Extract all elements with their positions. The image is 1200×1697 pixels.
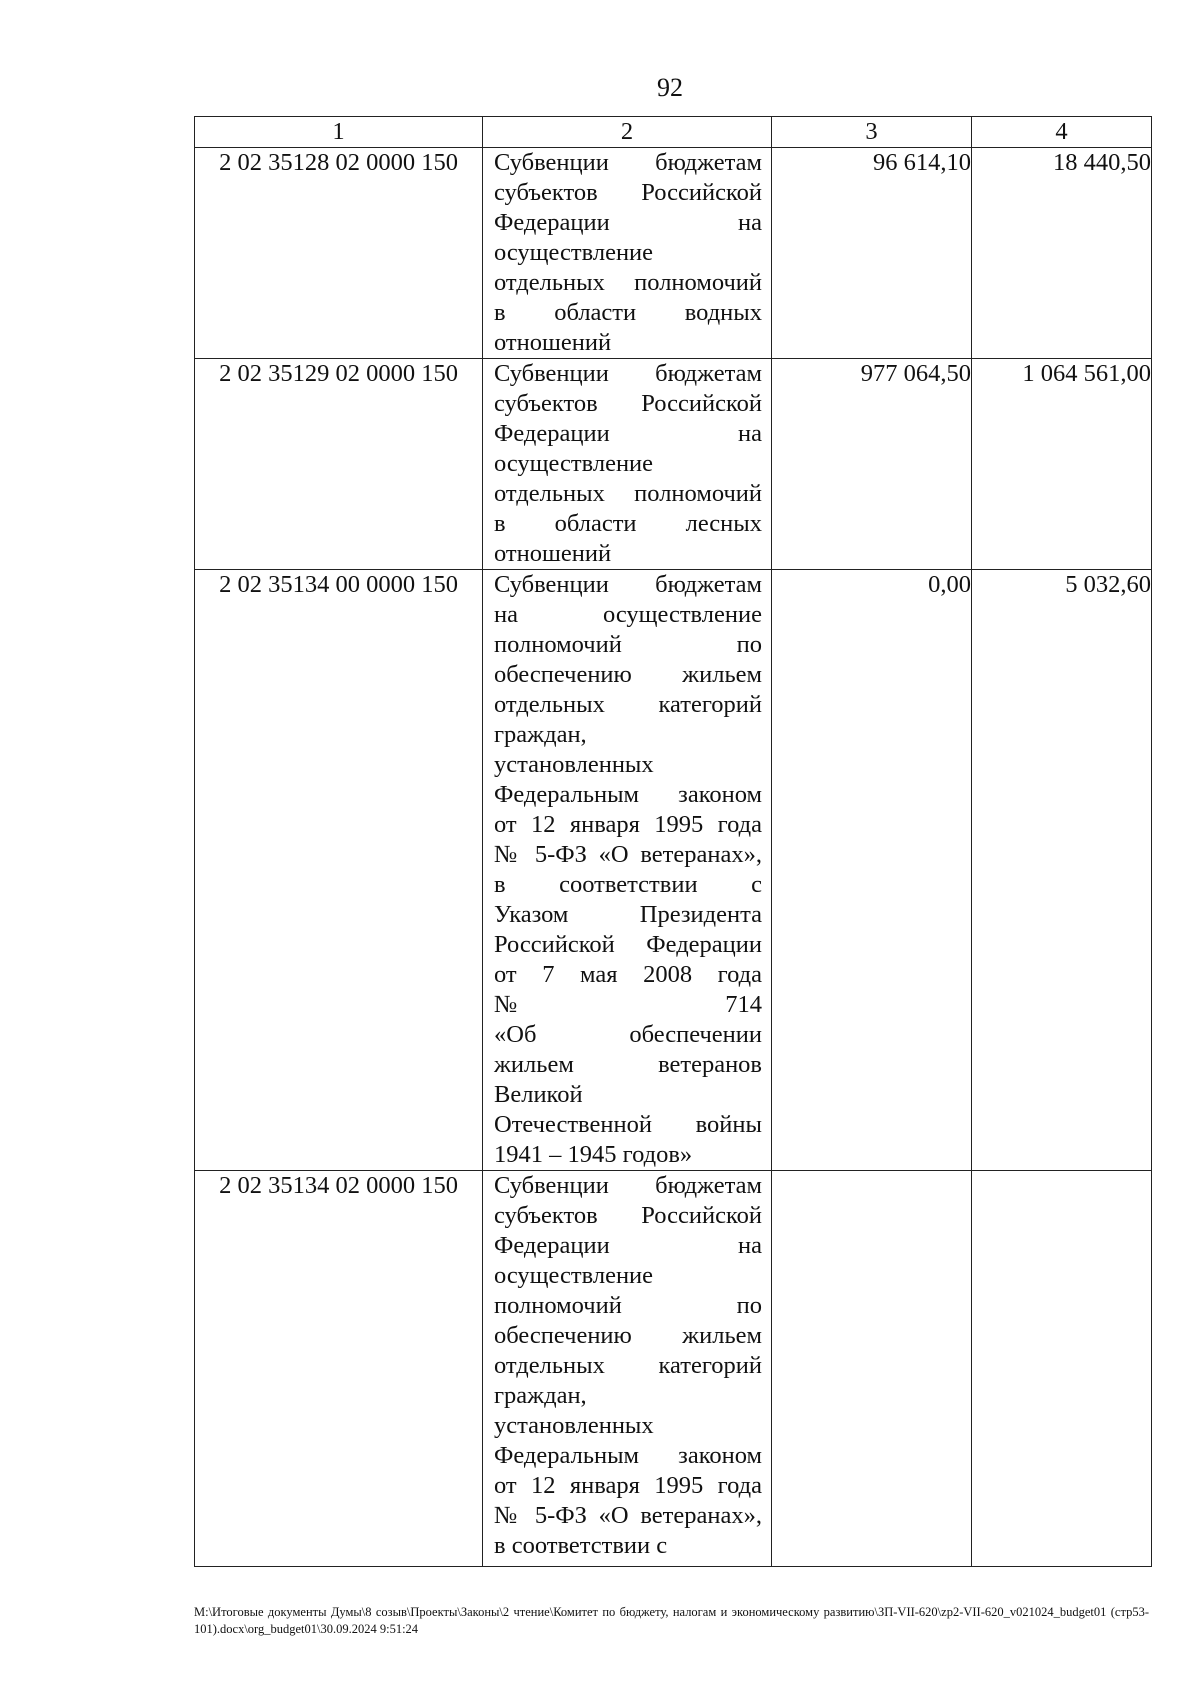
amount-col3-cell [772, 1171, 972, 1567]
description-line: обеспечению жильем [494, 661, 762, 688]
description-line: субъектов Российской [494, 179, 762, 206]
amount-col4-cell [972, 1171, 1152, 1567]
column-header: 4 [972, 117, 1152, 148]
description-line: отношений [494, 329, 612, 356]
description-line: Федеральным законом [494, 1442, 762, 1469]
table-row [195, 148, 1152, 359]
description-line: установленных [494, 751, 654, 778]
description-line: полномочий по [494, 631, 762, 658]
description-line: Субвенции бюджетам [494, 149, 762, 176]
amount-col4-cell: 18 440,50 [972, 148, 1152, 359]
description-line: Федерации на [494, 420, 762, 447]
column-header: 2 [483, 117, 772, 148]
amount-col4-cell: 5 032,60 [972, 570, 1152, 1171]
amount-col3-cell: 977 064,50 [772, 359, 972, 570]
description-line: Федеральным законом [494, 781, 762, 808]
budget-table [194, 116, 1152, 1567]
description-line: Указом Президента [494, 901, 762, 928]
description-line: осуществление [494, 1262, 654, 1289]
description-line: в соответствии с [494, 871, 762, 898]
description-line: отношений [494, 540, 612, 567]
description-line: 1941 – 1945 годов» [494, 1141, 693, 1168]
description-line: установленных [494, 1412, 654, 1439]
description-line: от 7 мая 2008 года [494, 961, 762, 988]
description-line: на осуществление [494, 601, 762, 628]
description-line: отдельных категорий [494, 691, 762, 718]
description-line: Субвенции бюджетам [494, 571, 762, 598]
description-line: отдельных полномочий [494, 269, 762, 296]
table-row [195, 570, 1152, 1171]
description-line: в области водных [494, 299, 762, 326]
description-line: субъектов Российской [494, 1202, 762, 1229]
amount-col4-cell: 1 064 561,00 [972, 359, 1152, 570]
column-header: 3 [772, 117, 972, 148]
budget-code-cell: 2 02 35128 02 0000 150 [195, 148, 483, 359]
description-line: осуществление [494, 239, 654, 266]
description-line: в области лесных [494, 510, 762, 537]
description-line: Федерации на [494, 1232, 762, 1259]
description-line: отдельных категорий [494, 1352, 762, 1379]
description-line: от 12 января 1995 года [494, 811, 762, 838]
table-row [195, 359, 1152, 570]
table-row [195, 1171, 1152, 1567]
description-cell [483, 359, 772, 570]
description-cell [483, 1171, 772, 1567]
budget-code-cell: 2 02 35134 02 0000 150 [195, 1171, 483, 1567]
page-number: 92 [657, 73, 683, 102]
description-cell [483, 148, 772, 359]
description-line: Российской Федерации [494, 931, 762, 958]
description-line: «Об обеспечении [494, 1021, 762, 1048]
description-line: субъектов Российской [494, 390, 762, 417]
description-line: обеспечению жильем [494, 1322, 762, 1349]
description-line: № 5-ФЗ «О ветеранах», [494, 1502, 762, 1529]
amount-col3-cell: 0,00 [772, 570, 972, 1171]
description-line: Отечественной войны [494, 1111, 762, 1138]
description-line: отдельных полномочий [494, 480, 762, 507]
description-line: Федерации на [494, 209, 762, 236]
budget-code-cell: 2 02 35134 00 0000 150 [195, 570, 483, 1171]
description-line: осуществление [494, 450, 654, 477]
description-line: граждан, [494, 721, 587, 748]
description-cell [483, 570, 772, 1171]
description-line: Субвенции бюджетам [494, 1172, 762, 1199]
column-header: 1 [195, 117, 483, 148]
table-header-row [195, 117, 1152, 148]
description-line: жильем ветеранов [494, 1051, 762, 1078]
amount-col3-cell: 96 614,10 [772, 148, 972, 359]
description-line: в соответствии с [494, 1532, 668, 1559]
description-line: Субвенции бюджетам [494, 360, 762, 387]
file-path-footer: M:\Итоговые документы Думы\8 созыв\Проекты\Законы\2 чтение\Комитет по бюджету, налогам и экономическому развитию\ЗП-VII-620\zp2-VII-620_v021024_budget01 (стр53-101).docx\org_budget01\30.09.2024 9:51:24 [194, 1605, 1149, 1636]
description-line: полномочий по [494, 1292, 762, 1319]
description-line: № 5-ФЗ «О ветеранах», [494, 841, 762, 868]
budget-code-cell: 2 02 35129 02 0000 150 [195, 359, 483, 570]
description-line: Великой [494, 1081, 583, 1108]
description-line: граждан, [494, 1382, 587, 1409]
description-line: № 714 [494, 991, 762, 1018]
description-line: от 12 января 1995 года [494, 1472, 762, 1499]
